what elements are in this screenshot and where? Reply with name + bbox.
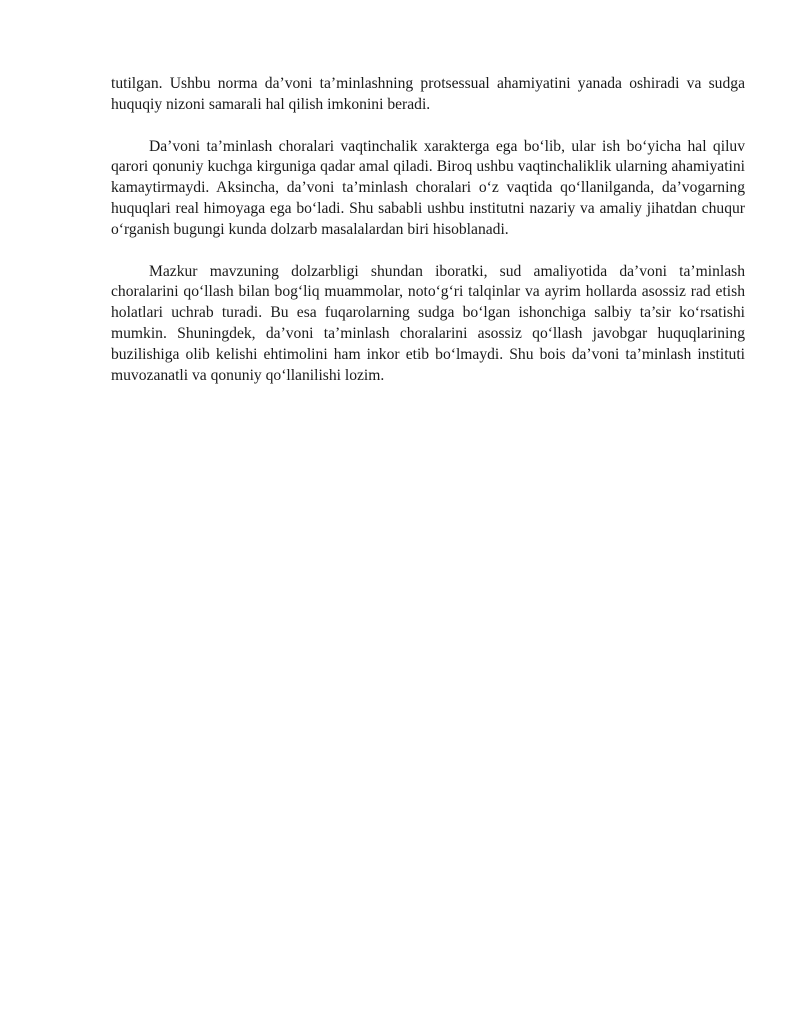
document-body <box>111 74 745 407</box>
paragraph-2: Da’voni ta’minlash choralari vaqtinchalik xarakterga ega bo‘lib, ular ish bo‘yicha hal qiluv qarori qonuniy kuchga kirguniga qadar amal qiladi. Biroq ushbu vaqtinchaliklik ularning ahamiyatini kamaytirmaydi. Aksincha, da’voni ta’minlash choralari o‘z vaqtida qo‘llanilganda, da’vogarning huquqlari real himoyaga ega bo‘ladi. Shu sababli ushbu institutni nazariy va amaliy jihatdan chuqur o‘rganish bugungi kunda dolzarb masalalardan biri hisoblanadi. <box>111 137 745 238</box>
paragraph-3: Mazkur mavzuning dolzarbligi shundan iboratki, sud amaliyotida da’voni ta’minlash choralarini qo‘llash bilan bog‘liq muammolar, noto‘g‘ri talqinlar va ayrim hollarda asossiz rad etish holatlari uchrab turadi. Bu esa fuqarolarning sudga bo‘lgan ishonchiga salbiy ta’sir ko‘rsatishi mumkin. Shuningdek, da’voni ta’minlash choralarini asossiz qo‘llash javobgar huquqlarining buzilishiga olib kelishi ehtimolini ham inkor etib bo‘lmaydi. Shu bois da’voni ta’minlash instituti muvozanatli va qonuniy qo‘llanilishi lozim. <box>111 262 745 384</box>
paragraph-1: tutilgan. Ushbu norma da’voni ta’minlashning protsessual ahamiyatini yanada oshiradi va sudga huquqiy nizoni samarali hal qilish imkonini beradi. <box>111 75 745 113</box>
